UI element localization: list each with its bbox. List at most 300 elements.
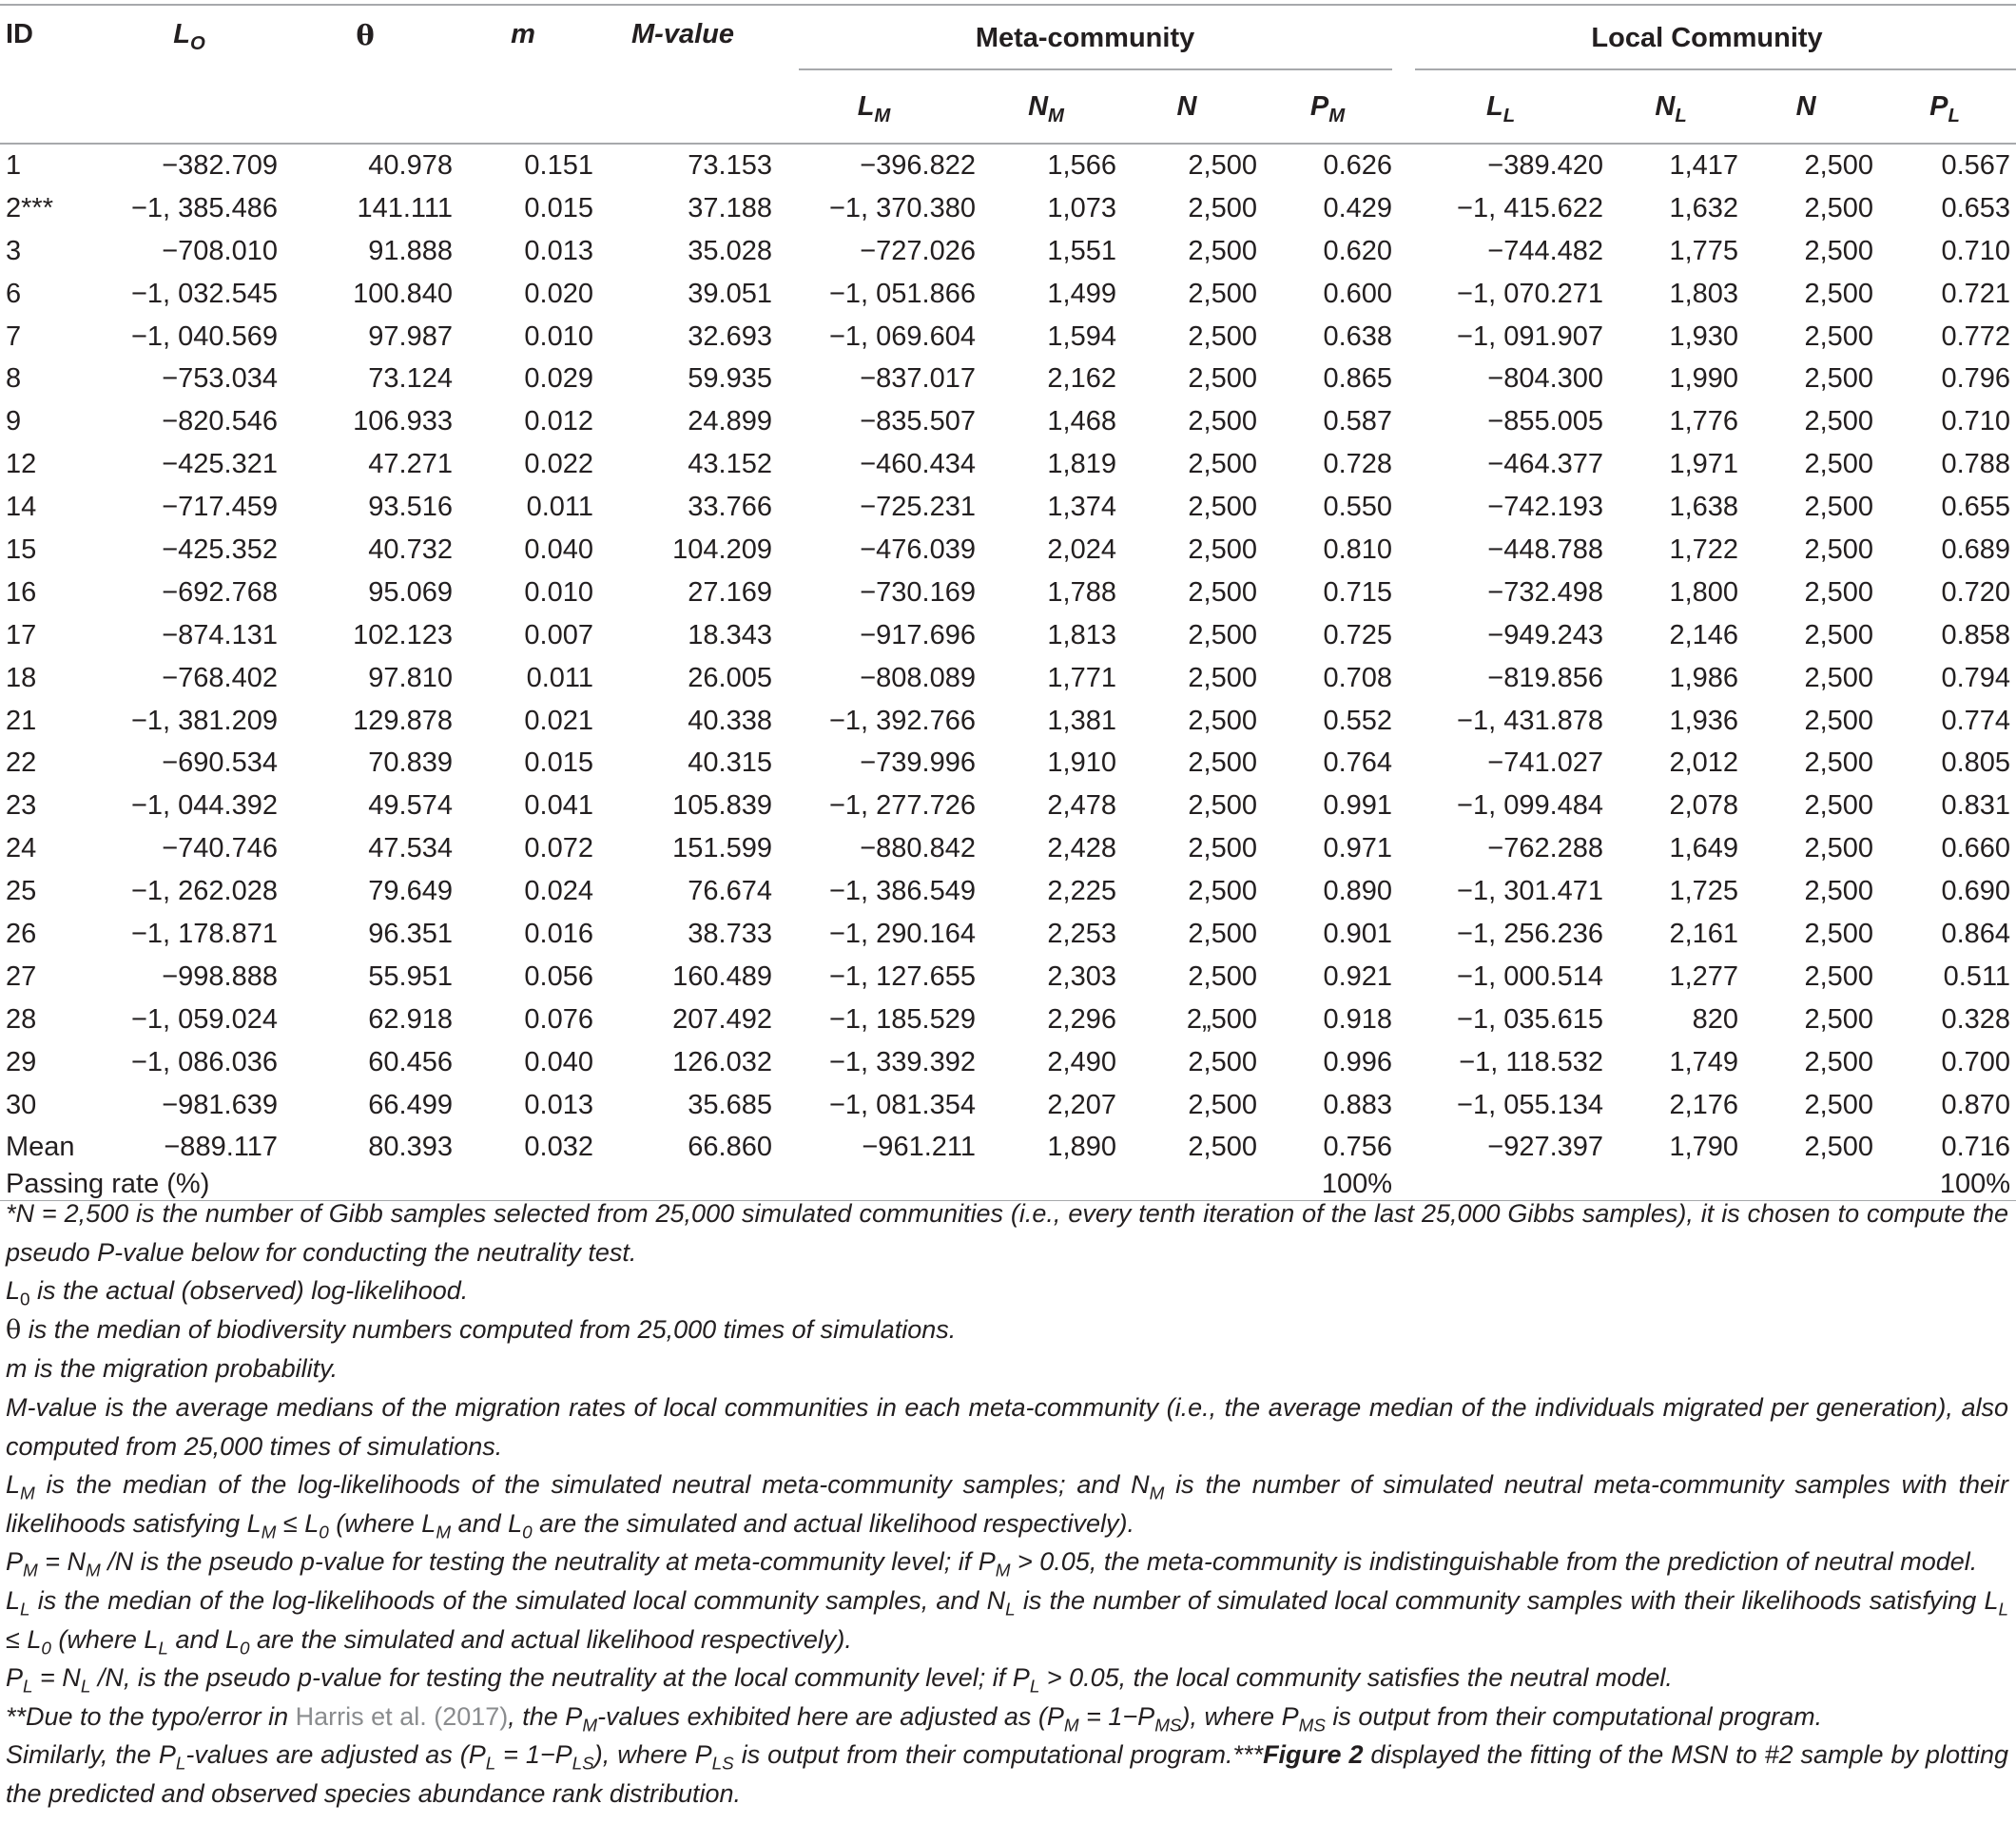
cell-id: 24 <box>6 833 37 864</box>
cell-m: 0.010 <box>524 320 593 352</box>
cell-ll: −927.397 <box>1487 1132 1604 1163</box>
cell-nl: 2,161 <box>1669 918 1739 949</box>
cell-nm: 2,428 <box>1047 833 1116 864</box>
citation-link[interactable]: Harris et al. (2017) <box>295 1701 509 1731</box>
cell-id: 2*** <box>6 192 53 223</box>
cell-lm: −1, 081.354 <box>828 1089 976 1120</box>
cell-lm: −1, 386.549 <box>828 876 976 907</box>
cell-theta: 47.271 <box>368 449 453 480</box>
cell-nm: 1,073 <box>1047 192 1116 223</box>
footnote-pm: $P_M = N_M$ /N is the pseudo p-value for testing the neutrality at meta-community level; if $P_M > 0.05$, the meta-community is indistinguishable from the prediction of neutral model. <box>6 1547 1978 1581</box>
cell-n1: 2,500 <box>1188 534 1257 565</box>
cell-pm: 0.756 <box>1323 1132 1393 1163</box>
table-row <box>0 187 2016 230</box>
cell-n2: 2,500 <box>1804 876 1874 907</box>
cell-nm: 1,468 <box>1047 406 1116 437</box>
cell-nl: 1,277 <box>1669 960 1739 992</box>
cell-pl: 0.788 <box>1941 449 2011 480</box>
cell-lm: −1, 277.726 <box>828 790 976 822</box>
table-row <box>0 230 2016 273</box>
table-row <box>0 657 2016 700</box>
cell-pm: 0.921 <box>1323 960 1393 992</box>
cell-pm: 0.996 <box>1323 1046 1393 1077</box>
cell-nl: 1,632 <box>1669 192 1739 223</box>
cell-nl: 1,776 <box>1669 406 1739 437</box>
cell-lo: −1, 059.024 <box>130 1003 278 1035</box>
cell-pl: 0.511 <box>1943 960 2011 992</box>
cell-pl: 0.716 <box>1941 1132 2011 1163</box>
cell-m: 0.010 <box>524 576 593 608</box>
cell-pm: 0.600 <box>1323 278 1393 309</box>
cell-ll: −1, 256.236 <box>1457 918 1604 949</box>
footnote-lo: $L_0$ is the actual (observed) log-likelihood. <box>6 1276 469 1310</box>
header-pl: $P_L$ <box>1873 70 2016 144</box>
cell-ll: −744.482 <box>1487 235 1604 266</box>
cell-lo: −1, 178.871 <box>130 918 278 949</box>
cell-nm: 2,024 <box>1047 534 1116 565</box>
header-pm: $P_M$ <box>1257 70 1398 144</box>
cell-m: 0.029 <box>524 363 593 395</box>
cell-ll: −1, 091.907 <box>1457 320 1604 352</box>
cell-pl: 0.710 <box>1941 235 2011 266</box>
cell-m: 0.013 <box>524 1089 593 1120</box>
cell-pl: 0.690 <box>1941 876 2011 907</box>
cell-nl: 1,790 <box>1669 1132 1739 1163</box>
footnote-m: m is the migration probability. <box>6 1354 339 1384</box>
cell-ll: −1, 415.622 <box>1457 192 1604 223</box>
cell-pl: 0.700 <box>1941 1046 2011 1077</box>
cell-id: Mean <box>6 1132 75 1163</box>
cell-mv: 73.153 <box>688 149 772 181</box>
cell-n2: 2,500 <box>1804 492 1874 523</box>
cell-ll: −1, 035.615 <box>1457 1003 1604 1035</box>
cell-n1: 2,500 <box>1188 576 1257 608</box>
cell-lm: −1, 339.392 <box>828 1046 976 1077</box>
cell-nl: 2,012 <box>1669 747 1739 779</box>
cell-n2: 2,500 <box>1804 705 1874 736</box>
cell-mv: 105.839 <box>672 790 772 822</box>
cell-n1: 2,500 <box>1188 492 1257 523</box>
cell-pm: 0.725 <box>1323 619 1393 650</box>
cell-mv: 35.685 <box>688 1089 772 1120</box>
cell-lo: −1, 044.392 <box>130 790 278 822</box>
cell-nl: 1,417 <box>1669 149 1739 181</box>
results-table <box>0 4 2016 1201</box>
cell-lo: −1, 086.036 <box>130 1046 278 1077</box>
cell-n1: 2,500 <box>1188 278 1257 309</box>
cell-pm: 0.883 <box>1323 1089 1393 1120</box>
cell-pm: 0.715 <box>1323 576 1393 608</box>
cell-lo: −717.459 <box>162 492 278 523</box>
cell-n1: 2,500 <box>1188 662 1257 693</box>
cell-pl: 0.805 <box>1941 747 2011 779</box>
cell-ll: −1, 070.271 <box>1457 278 1604 309</box>
cell-n2: 2,500 <box>1804 406 1874 437</box>
cell-lo: −1, 040.569 <box>130 320 278 352</box>
cell-nl: 1,649 <box>1669 833 1739 864</box>
cell-nl: 1,749 <box>1669 1046 1739 1077</box>
cell-lo: −998.888 <box>162 960 278 992</box>
header-mvalue: M-value <box>593 5 772 144</box>
cell-n2: 2,500 <box>1804 149 1874 181</box>
cell-id: 22 <box>6 747 37 779</box>
cell-m: 0.020 <box>524 278 593 309</box>
cell-id: 27 <box>6 960 37 992</box>
cell-lm: −1, 051.866 <box>828 278 976 309</box>
cell-nl: 1,936 <box>1669 705 1739 736</box>
cell-lm: −739.996 <box>860 747 976 779</box>
cell-nm: 2,303 <box>1047 960 1116 992</box>
cell-theta: 91.888 <box>368 235 453 266</box>
passing-rate-label: Passing rate (%) <box>0 1169 772 1201</box>
cell-ll: −819.856 <box>1487 662 1604 693</box>
cell-mv: 39.051 <box>688 278 772 309</box>
cell-theta: 40.978 <box>368 149 453 181</box>
cell-pl: 0.710 <box>1941 406 2011 437</box>
cell-nm: 1,499 <box>1047 278 1116 309</box>
cell-m: 0.011 <box>526 662 593 693</box>
cell-n1: 2,500 <box>1188 747 1257 779</box>
cell-n2: 2,500 <box>1804 1046 1874 1077</box>
cell-lm: −476.039 <box>860 534 976 565</box>
cell-n1: 2,500 <box>1188 192 1257 223</box>
cell-lm: −837.017 <box>860 363 976 395</box>
cell-theta: 66.499 <box>368 1089 453 1120</box>
cell-pl: 0.567 <box>1941 149 2011 181</box>
cell-mv: 151.599 <box>672 833 772 864</box>
cell-pm: 0.626 <box>1323 149 1393 181</box>
cell-n2: 2,500 <box>1804 790 1874 822</box>
cell-pl: 0.794 <box>1941 662 2011 693</box>
cell-ll: −949.243 <box>1487 619 1604 650</box>
cell-nl: 2,176 <box>1669 1089 1739 1120</box>
cell-nm: 1,381 <box>1047 705 1116 736</box>
cell-n2: 2,500 <box>1804 918 1874 949</box>
cell-nm: 2,207 <box>1047 1089 1116 1120</box>
cell-ll: −1, 000.514 <box>1457 960 1604 992</box>
cell-theta: 47.534 <box>368 833 453 864</box>
footnote-pl: $P_L = N_L$ /N, is the pseudo p-value for testing the neutrality at the local community level; if $P_L > 0.05$, the local community satisfies the neutral model. <box>6 1663 1673 1698</box>
footnote-lm: $L_M$ is the median of the log-likelihoods of the simulated neutral meta-community samples; and $N_M$ is the number of simulated neutral meta-community samples with their likelihoods satisfying $L_M \le L_0$ (where $L_M$ and $L_0$ are the simulated and actual likelihood respectively). <box>6 1470 2008 1543</box>
cell-n2: 2,500 <box>1804 192 1874 223</box>
cell-id: 25 <box>6 876 37 907</box>
cell-pm: 0.587 <box>1323 406 1393 437</box>
cell-n2: 2,500 <box>1804 449 1874 480</box>
footnote-theta: θ is the median of biodiversity numbers computed from 25,000 times of simulations. <box>6 1314 957 1345</box>
cell-n2: 2,500 <box>1804 235 1874 266</box>
cell-mv: 76.674 <box>688 876 772 907</box>
cell-m: 0.040 <box>524 1046 593 1077</box>
cell-theta: 55.951 <box>368 960 453 992</box>
cell-lo: −753.034 <box>162 363 278 395</box>
cell-nm: 1,771 <box>1047 662 1116 693</box>
cell-mv: 33.766 <box>688 492 772 523</box>
cell-pl: 0.653 <box>1941 192 2011 223</box>
cell-pl: 0.772 <box>1941 320 2011 352</box>
cell-n1: 2,500 <box>1188 1132 1257 1163</box>
cell-n1: 2,500 <box>1188 406 1257 437</box>
cell-lo: −692.768 <box>162 576 278 608</box>
cell-ll: −464.377 <box>1487 449 1604 480</box>
cell-n1: 2,500 <box>1188 960 1257 992</box>
table-row <box>0 614 2016 657</box>
cell-pm: 0.638 <box>1323 320 1393 352</box>
table-row <box>0 742 2016 785</box>
cell-lo: −690.534 <box>162 747 278 779</box>
table-row <box>0 827 2016 870</box>
cell-n2: 2,500 <box>1804 320 1874 352</box>
header-theta: θ <box>278 5 453 144</box>
cell-m: 0.032 <box>524 1132 593 1163</box>
cell-pm: 0.810 <box>1323 534 1393 565</box>
cell-theta: 95.069 <box>368 576 453 608</box>
cell-pm: 0.708 <box>1323 662 1393 693</box>
cell-mv: 32.693 <box>688 320 772 352</box>
cell-pl: 0.655 <box>1941 492 2011 523</box>
cell-ll: −1, 431.878 <box>1457 705 1604 736</box>
cell-pm: 0.901 <box>1323 918 1393 949</box>
header-nl: $N_L$ <box>1603 70 1738 144</box>
cell-mv: 160.489 <box>672 960 772 992</box>
cell-pm: 0.865 <box>1323 363 1393 395</box>
cell-lm: −1, 290.164 <box>828 918 976 949</box>
cell-lm: −725.231 <box>860 492 976 523</box>
cell-id: 3 <box>6 235 22 266</box>
cell-n2: 2,500 <box>1804 1132 1874 1163</box>
cell-nm: 1,788 <box>1047 576 1116 608</box>
cell-id: 1 <box>6 149 22 181</box>
cell-id: 30 <box>6 1089 37 1120</box>
cell-ll: −389.420 <box>1487 149 1604 181</box>
table-row <box>0 486 2016 529</box>
cell-pm: 0.728 <box>1323 449 1393 480</box>
cell-id: 8 <box>6 363 22 395</box>
table-row <box>0 358 2016 400</box>
cell-pl: 0.831 <box>1941 790 2011 822</box>
cell-lo: −768.402 <box>162 662 278 693</box>
table-row <box>0 273 2016 316</box>
cell-nl: 1,800 <box>1669 576 1739 608</box>
cell-lo: −889.117 <box>164 1132 278 1163</box>
cell-n1: 2,500 <box>1188 918 1257 949</box>
cell-n2: 2,500 <box>1804 278 1874 309</box>
cell-m: 0.007 <box>524 619 593 650</box>
cell-theta: 129.878 <box>353 705 453 736</box>
cell-theta: 97.810 <box>368 662 453 693</box>
cell-lo: −1, 032.545 <box>130 278 278 309</box>
cell-pl: 0.721 <box>1941 278 2011 309</box>
cell-mv: 38.733 <box>688 918 772 949</box>
cell-theta: 93.516 <box>368 492 453 523</box>
cell-pm: 0.764 <box>1323 747 1393 779</box>
footnote-ll: $L_L$ is the median of the log-likelihoods of the simulated local community samples, and $N_L$ is the number of simulated local community samples with their likelihoods satisfying $L_L \le L_0$ (where $L_L$ and $L_0$ are the simulated and actual likelihood respectively). <box>6 1585 2008 1659</box>
cell-theta: 49.574 <box>368 790 453 822</box>
cell-id: 18 <box>6 662 37 693</box>
cell-n2: 2,500 <box>1804 747 1874 779</box>
cell-theta: 102.123 <box>353 619 453 650</box>
table-row <box>0 700 2016 743</box>
cell-nm: 2,162 <box>1047 363 1116 395</box>
cell-theta: 96.351 <box>368 918 453 949</box>
passing-rate-pm: 100% <box>772 1169 1398 1201</box>
cell-mv: 37.188 <box>688 192 772 223</box>
cell-m: 0.056 <box>524 960 593 992</box>
cell-nm: 1,551 <box>1047 235 1116 266</box>
cell-theta: 60.456 <box>368 1046 453 1077</box>
header-id: ID <box>0 5 101 144</box>
cell-pl: 0.864 <box>1941 918 2011 949</box>
cell-lm: −1, 392.766 <box>828 705 976 736</box>
cell-theta: 80.393 <box>368 1132 453 1163</box>
cell-n1: 2,500 <box>1188 1046 1257 1077</box>
cell-mv: 43.152 <box>688 449 772 480</box>
cell-n1: 2,500 <box>1188 876 1257 907</box>
cell-n1: 2,500 <box>1188 1089 1257 1120</box>
table-row <box>0 400 2016 443</box>
cell-lo: −425.321 <box>162 449 278 480</box>
cell-nm: 2,478 <box>1047 790 1116 822</box>
cell-m: 0.022 <box>524 449 593 480</box>
cell-m: 0.076 <box>524 1003 593 1035</box>
cell-pl: 0.689 <box>1941 534 2011 565</box>
cell-lm: −1, 127.655 <box>828 960 976 992</box>
table-row <box>0 1084 2016 1127</box>
cell-lo: −1, 262.028 <box>130 876 278 907</box>
cell-m: 0.015 <box>524 747 593 779</box>
cell-lm: −1, 370.380 <box>828 192 976 223</box>
cell-nm: 2,296 <box>1047 1003 1116 1035</box>
cell-lm: −917.696 <box>860 619 976 650</box>
cell-lo: −1, 381.209 <box>130 705 278 736</box>
table-header <box>0 5 2016 144</box>
cell-mv: 24.899 <box>688 406 772 437</box>
cell-pl: 0.660 <box>1941 833 2011 864</box>
cell-theta: 70.839 <box>368 747 453 779</box>
table-row <box>0 443 2016 486</box>
cell-id: 9 <box>6 406 22 437</box>
cell-mv: 26.005 <box>688 662 772 693</box>
cell-nm: 1,890 <box>1047 1132 1116 1163</box>
cell-ll: −1, 118.532 <box>1459 1046 1604 1077</box>
cell-pm: 0.991 <box>1323 790 1393 822</box>
cell-mv: 40.315 <box>688 747 772 779</box>
cell-lo: −425.352 <box>162 534 278 565</box>
table-row <box>0 999 2016 1041</box>
cell-m: 0.151 <box>524 149 593 181</box>
cell-n2: 2,500 <box>1804 1089 1874 1120</box>
cell-n2: 2,500 <box>1804 534 1874 565</box>
header-n-local: N <box>1738 70 1873 144</box>
cell-nm: 2,225 <box>1047 876 1116 907</box>
cell-m: 0.072 <box>524 833 593 864</box>
cell-m: 0.011 <box>526 492 593 523</box>
table-row <box>0 956 2016 999</box>
cell-nm: 2,490 <box>1047 1046 1116 1077</box>
table-row <box>0 785 2016 827</box>
cell-mv: 66.860 <box>688 1132 772 1163</box>
cell-ll: −448.788 <box>1487 534 1604 565</box>
table-row <box>0 316 2016 359</box>
cell-lm: −961.211 <box>862 1132 976 1163</box>
cell-n2: 2,500 <box>1804 662 1874 693</box>
cell-n2: 2,500 <box>1804 1003 1874 1035</box>
cell-lo: −981.639 <box>162 1089 278 1120</box>
cell-lm: −808.089 <box>860 662 976 693</box>
cell-nm: 1,910 <box>1047 747 1116 779</box>
cell-nl: 1,930 <box>1669 320 1739 352</box>
header-n-meta: N <box>1116 70 1257 144</box>
header-lm: $L_M$ <box>772 70 976 144</box>
cell-theta: 141.111 <box>357 192 453 223</box>
cell-lo: −874.131 <box>162 619 278 650</box>
cell-id: 21 <box>6 705 37 736</box>
figure-reference[interactable]: Figure 2 <box>1263 1740 1364 1770</box>
cell-mv: 126.032 <box>672 1046 772 1077</box>
cell-nl: 1,725 <box>1669 876 1739 907</box>
cell-lo: −1, 385.486 <box>130 192 278 223</box>
cell-theta: 40.732 <box>368 534 453 565</box>
cell-nm: 1,819 <box>1047 449 1116 480</box>
cell-nl: 1,990 <box>1669 363 1739 395</box>
cell-id: 28 <box>6 1003 37 1035</box>
cell-ll: −742.193 <box>1487 492 1604 523</box>
cell-lm: −880.842 <box>860 833 976 864</box>
table-body <box>0 144 2016 1169</box>
cell-theta: 62.918 <box>368 1003 453 1035</box>
cell-lm: −1, 185.529 <box>828 1003 976 1035</box>
cell-m: 0.040 <box>524 534 593 565</box>
cell-pl: 0.858 <box>1941 619 2011 650</box>
cell-lm: −730.169 <box>860 576 976 608</box>
cell-mv: 40.338 <box>688 705 772 736</box>
cell-pl: 0.774 <box>1941 705 2011 736</box>
cell-lo: −382.709 <box>162 149 278 181</box>
header-m: m <box>453 5 593 144</box>
cell-id: 16 <box>6 576 37 608</box>
cell-nl: 1,986 <box>1669 662 1739 693</box>
cell-nl: 2,078 <box>1669 790 1739 822</box>
cell-m: 0.013 <box>524 235 593 266</box>
table-row <box>0 913 2016 956</box>
cell-pm: 0.890 <box>1323 876 1393 907</box>
cell-theta: 106.933 <box>353 406 453 437</box>
cell-m: 0.016 <box>524 918 593 949</box>
header-meta-community: Meta-community <box>772 5 1398 70</box>
cell-theta: 97.987 <box>368 320 453 352</box>
header-row-groups <box>0 5 2016 70</box>
cell-nm: 2,253 <box>1047 918 1116 949</box>
header-ll: $L_L$ <box>1398 70 1603 144</box>
cell-mv: 27.169 <box>688 576 772 608</box>
table-footnotes <box>6 1194 2008 1814</box>
cell-nm: 1,813 <box>1047 619 1116 650</box>
cell-n1: 2,500 <box>1188 449 1257 480</box>
table-row <box>0 1041 2016 1084</box>
cell-n2: 2,500 <box>1804 576 1874 608</box>
footnote-typo: **Due to the typo/error in Harris et al. (2017), the $P_M$-values exhibited here are adjusted as $(P_M = 1-P_{MS})$, where $P_{MS}$ is output from their computational program. <box>6 1701 1823 1736</box>
cell-pl: 0.870 <box>1941 1089 2011 1120</box>
cell-n1: 2,500 <box>1188 320 1257 352</box>
cell-id: 7 <box>6 320 22 352</box>
cell-pm: 0.620 <box>1323 235 1393 266</box>
cell-nl: 1,971 <box>1669 449 1739 480</box>
cell-id: 17 <box>6 619 37 650</box>
cell-mv: 35.028 <box>688 235 772 266</box>
cell-nm: 1,374 <box>1047 492 1116 523</box>
cell-m: 0.024 <box>524 876 593 907</box>
cell-nm: 1,566 <box>1047 149 1116 181</box>
cell-n2: 2,500 <box>1804 833 1874 864</box>
